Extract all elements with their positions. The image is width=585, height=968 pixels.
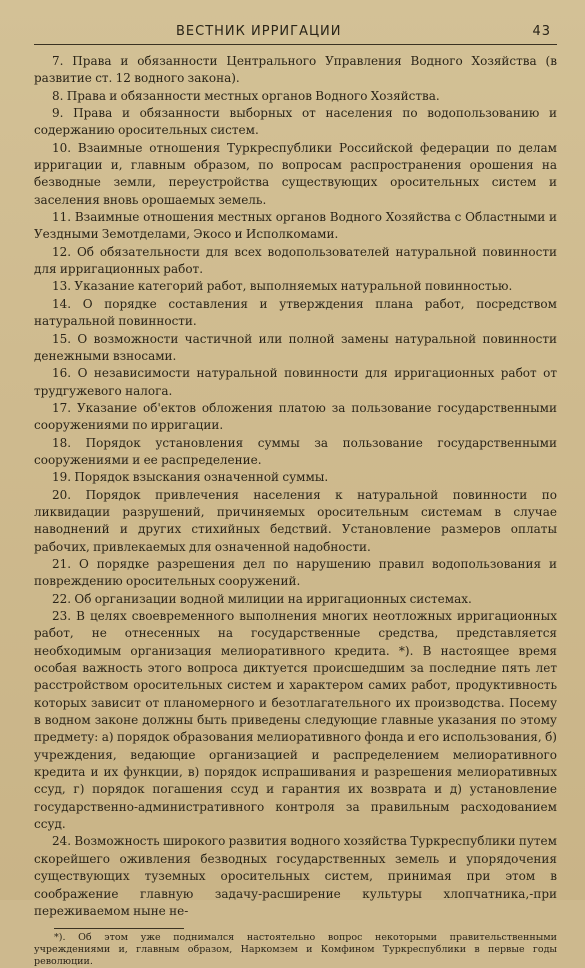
list-item-7: 7. Права и обязанности Центрального Управления Водного Хозяйства (в развитие ст. 12 водного закона). [34, 54, 557, 86]
list-item-24: 24. Возможность широкого развития водного хозяйства Туркреспублики путем скорейшего оживления безводных государственных земель и упорядочения существующих туземных оросительных систем, принимая при этом в соображение главную задачу-расширение культуры хлопчатника,-при переживаемом ныне не- [34, 834, 557, 918]
list-item-9: 9. Права и обязанности выборных от населения по водопользованию и содержанию оросительных систем. [34, 106, 557, 138]
header-rule [34, 44, 557, 45]
list-item-23: 23. В целях своевременного выполнения многих неотложных ирригационных работ, не отнесенных на государственные средства, представляется необходимым организация мелиоративного кредита. *). В настоящее время особая важность этого вопроса диктуется происшедшим за последние пять лет расстройством оросительных систем и характером самих работ, продуктивность которых зависит от планомерного и безотлагательного их производства. Посему в водном законе должны быть приведены следующие главные указания по этому предмету: а) порядок образования мелиоративного фонда и его использования, б) учреждения, ведающие организацией и распределением мелиоративного кредита и их функции, в) порядок испрашивания и разрешения мелиоративных ссуд, г) порядок погашения ссуд и гарантия их возврата и д) установление государственно-административного контроля за правильным расходованием ссуд. [34, 609, 557, 832]
page-number: 43 [532, 24, 551, 39]
list-item-10: 10. Взаимные отношения Туркреспублики Российской федерации по делам ирригации и, главным образом, по вопросам распространения орошения на безводные земли, переустройства существующих оросительных систем и заселения вновь орошаемых земель. [34, 140, 557, 207]
footnote: *). Об этом уже поднимался настоятельно вопрос некоторыми правительственными учреждениями и, главным образом, Наркомзем и Комфином Туркреспублики в первые годы революции. [34, 932, 557, 968]
footnote-rule [54, 928, 184, 929]
list-item-18: 18. Порядок установления суммы за пользование государственными сооружениями и ее распределение. [34, 435, 557, 467]
list-item-19: 19. Порядок взыскания означенной суммы. [52, 470, 329, 485]
running-header [34, 24, 557, 39]
list-item-16: 16. О независимости натуральной повинности для ирригационных работ от трудгужевого налога. [34, 366, 557, 398]
list-item-17: 17. Указание об'ектов обложения платою за пользование государственными сооружениями по ирригации. [34, 400, 557, 433]
list-item-21: 21. О порядке разрешения дел по нарушению правил водопользования и повреждению оросительных сооружений. [34, 556, 557, 589]
list-item-22: 22. Об организации водной милиции на ирригационных системах. [52, 591, 472, 606]
article-body [34, 53, 557, 920]
list-item-11: 11. Взаимные отношения местных органов Водного Хозяйства с Областными и Уездными Земотделами, Экосо и Исполкомами. [34, 210, 557, 242]
list-item-12: 12. Об обязательности для всех водопользователей натуральной повинности для ирригационных работ. [34, 244, 557, 277]
list-item-8: 8. Права и обязанности местных органов Водного Хозяйства. [52, 88, 440, 103]
list-item-20: 20. Порядок привлечения населения к натуральной повинности по ликвидации разрушений, причиняемых оросительным системам в случае наводнений и других стихийных бедствий. Установление размеров оплаты рабочих, привлекаемых для означенной надобности. [34, 487, 557, 554]
list-item-15: 15. О возможности частичной или полной замены натуральной повинности денежными взносами. [34, 331, 557, 363]
list-item-13: 13. Указание категорий работ, выполняемых натуральной повинностью. [52, 279, 513, 294]
journal-title: ВЕСТНИК ИРРИГАЦИИ [176, 24, 342, 39]
list-item-14: 14. О порядке составления и утверждения плана работ, посредством натуральной повинности. [34, 296, 557, 329]
